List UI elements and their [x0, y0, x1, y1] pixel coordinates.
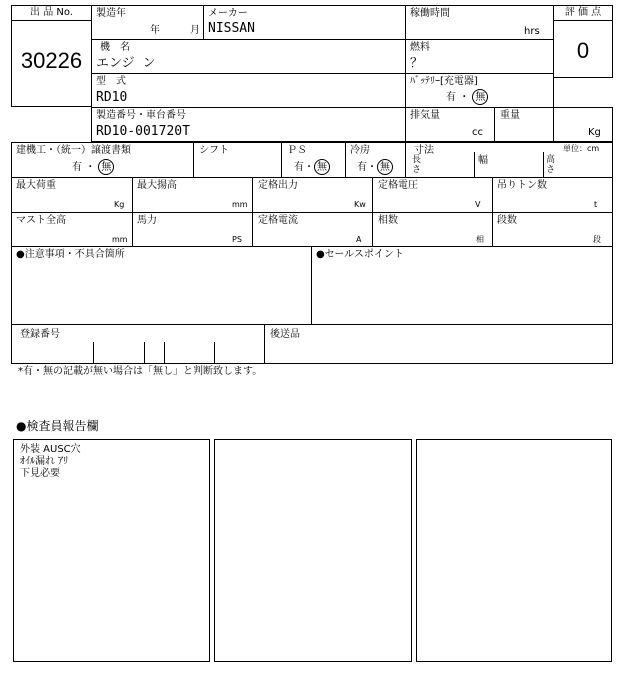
header-row-line-1 [91, 39, 554, 40]
transfer-no-circled: 無 [98, 159, 114, 175]
registration-tick-3 [164, 342, 165, 364]
hours-unit: hrs [524, 26, 540, 37]
ps-label: ＰＳ [287, 145, 307, 156]
after-ship-label: 後送品 [270, 329, 300, 340]
hoist-ton-label: 吊りトン数 [497, 180, 547, 191]
horsepower-unit: PS [232, 235, 242, 244]
header-col-line-1 [203, 5, 204, 39]
model-type-value: RD10 [96, 90, 128, 105]
model-name-label: 機 名 [100, 42, 130, 53]
spec-r23-col-4 [492, 177, 493, 247]
displacement-unit: cc [472, 127, 483, 138]
hours-label: 稼働時間 [410, 8, 450, 19]
rated-output-unit: Kw [354, 200, 366, 209]
stage-unit: 段 [593, 235, 601, 244]
height-label: 高さ [546, 155, 556, 175]
fuel-label: 燃料 [410, 42, 430, 53]
registration-label: 登録番号 [20, 329, 60, 340]
phase-unit: 相 [476, 235, 484, 244]
displacement-label: 排気量 [410, 110, 440, 121]
model-type-label: 型 式 [96, 76, 126, 87]
cooler-options [357, 159, 393, 176]
month-unit: 月 [190, 25, 200, 36]
header-row-line-2 [91, 73, 554, 74]
registration-tick-2 [144, 342, 145, 364]
battery-dot: ・ [459, 92, 470, 103]
length-label: 長さ [412, 155, 422, 175]
score-label-divider [553, 20, 613, 21]
max-lift-label: 最大揚高 [137, 180, 177, 191]
shift-label: シフト [199, 145, 229, 156]
max-load-unit: Kg [114, 200, 125, 209]
header-row-line-3 [91, 107, 554, 108]
dimensions-unit-note: 単位：cm [563, 144, 600, 153]
battery-label: ﾊﾞｯﾃﾘｰ[充電器] [410, 76, 478, 87]
lot-label: 出 品 No. [30, 7, 73, 18]
fuel-value: ？ [410, 56, 424, 71]
width-label: 幅 [478, 155, 488, 166]
hoist-ton-unit: t [594, 200, 598, 209]
model-name-value: エンジ ン [96, 56, 156, 71]
spec-r23-col-3 [372, 177, 373, 247]
max-load-label: 最大荷重 [16, 180, 56, 191]
rated-current-unit: A [356, 235, 362, 244]
cooler-label: 冷房 [350, 145, 370, 156]
horsepower-label: 馬力 [137, 215, 157, 226]
transfer-doc-options [72, 159, 114, 176]
rated-voltage-unit: V [475, 200, 481, 209]
spec-r1-col-2 [281, 142, 282, 177]
year-unit: 年 [150, 25, 160, 36]
registration-tick-4 [214, 342, 215, 364]
ps-options [294, 159, 330, 176]
phase-label: 相数 [378, 215, 398, 226]
spec-row-line-2 [11, 212, 613, 213]
dimensions-label: 寸法 [414, 145, 434, 156]
mfg-year-label: 製造年 [96, 8, 126, 19]
maker-label: メーカー [208, 8, 248, 19]
rated-output-label: 定格出力 [258, 180, 298, 191]
spec-grid [11, 142, 613, 247]
registration-tick-1 [93, 342, 94, 364]
notes-grid [11, 246, 613, 364]
spec-r1-col-5 [474, 152, 475, 177]
battery-options [446, 89, 488, 106]
registration-col-line [264, 324, 265, 364]
serial-value: RD10-001720T [96, 124, 190, 139]
score-label: 評 価 点 [564, 7, 602, 18]
caution-label: ●注意事項・不具合箇所 [16, 249, 125, 260]
spec-r23-col-1 [132, 177, 133, 247]
notes-row-line [11, 324, 613, 325]
weight-cell-right [553, 107, 613, 142]
weight-label: 重量 [500, 110, 520, 121]
mast-height-label: マスト全高 [16, 215, 66, 226]
cooler-no-circled: 無 [377, 159, 393, 175]
header-col-line-3 [494, 107, 495, 142]
ps-no-circled: 無 [314, 159, 330, 175]
rated-voltage-label: 定格電圧 [378, 180, 418, 191]
spec-r1-col-1 [193, 142, 194, 177]
spec-r23-col-2 [252, 177, 253, 247]
spec-r1-col-3 [345, 142, 346, 177]
report-line-3: 下見必要 [20, 468, 60, 479]
mast-height-unit: mm [112, 235, 128, 244]
battery-yes: 有 [446, 92, 456, 103]
stage-label: 段数 [497, 215, 517, 226]
battery-no-circled: 無 [472, 89, 488, 105]
sales-point-label: ●セールスポイント [316, 249, 404, 260]
transfer-dot: ・ [85, 162, 96, 173]
serial-label: 製造番号・車台番号 [96, 110, 186, 121]
max-lift-unit: mm [232, 200, 248, 209]
report-line-2: ｵｲﾙ漏れ ｱﾘ [20, 456, 69, 467]
spec-r1-col-4 [405, 142, 406, 177]
cooler-yes: 有 [357, 162, 367, 173]
cooler-dot: ・ [367, 162, 377, 173]
ps-dot: ・ [304, 162, 314, 173]
score-value: 0 [576, 38, 590, 63]
transfer-doc-label: 建機工・（統一）譲渡書類 [16, 145, 131, 156]
transfer-yes: 有 [72, 162, 82, 173]
rated-current-label: 定格電流 [258, 215, 298, 226]
notes-col-line [311, 246, 312, 324]
footnote: *有・無の記載が無い場合は「無し」と判断致します。 [18, 366, 263, 377]
lot-label-divider [11, 20, 92, 21]
inspector-report-box-2 [214, 439, 412, 662]
spec-r1-col-6 [543, 152, 544, 177]
inspector-report-box-3 [416, 439, 612, 662]
lot-number: 30226 [20, 48, 83, 73]
header-col-line-2 [405, 5, 406, 142]
weight-unit: Kg [588, 127, 601, 138]
spec-row-line-1 [11, 177, 613, 178]
maker-value: NISSAN [208, 21, 255, 36]
ps-yes: 有 [294, 162, 304, 173]
report-line-1: 外装 AUSC穴 [20, 444, 81, 455]
inspector-report-title: ●検査員報告欄 [16, 419, 99, 433]
